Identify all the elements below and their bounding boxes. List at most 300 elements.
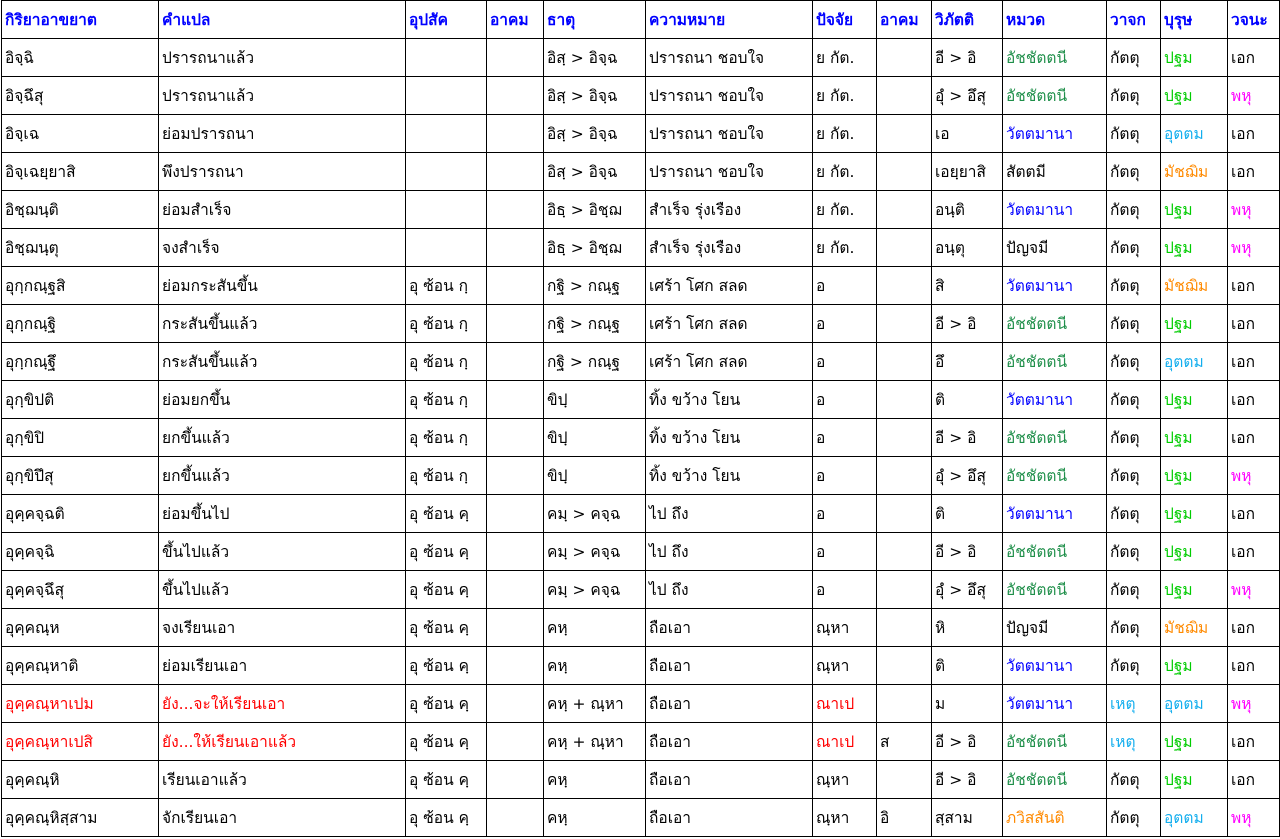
augment-2-cell [877, 153, 932, 191]
root-cell: ขิปฺ [544, 419, 646, 457]
person-cell: ปฐม [1161, 191, 1228, 229]
tense-group-cell: ปัญจมี [1003, 229, 1107, 267]
meaning-cell: ปรารถนา ชอบใจ [646, 115, 813, 153]
inflection-cell: อี > อิ [932, 39, 1003, 77]
suffix-cell: อ [813, 419, 877, 457]
meaning-cell: ถือเอา [646, 799, 813, 837]
augment-2-cell [877, 191, 932, 229]
col-header-inflection: วิภัตติ [932, 1, 1003, 39]
table-row [2, 571, 1280, 609]
voice-cell: กัตตุ [1107, 115, 1161, 153]
number-cell: พหุ [1228, 799, 1280, 837]
root-cell: อิสฺ > อิจฺฉ [544, 39, 646, 77]
translation-cell: ปรารถนาแล้ว [159, 39, 406, 77]
verb-cell: อุคฺคณฺหาเปสิ [2, 723, 159, 761]
number-cell: เอก [1228, 647, 1280, 685]
verb-cell: อุคฺคจฺฉึสุ [2, 571, 159, 609]
inflection-cell: อี > อิ [932, 305, 1003, 343]
meaning-cell: สำเร็จ รุ่งเรือง [646, 191, 813, 229]
augment-cell [487, 685, 544, 723]
inflection-cell: อุํ > อึสุ [932, 457, 1003, 495]
translation-cell: ปรารถนาแล้ว [159, 77, 406, 115]
augment-cell [487, 381, 544, 419]
augment-2-cell [877, 571, 932, 609]
verb-cell: อุคฺคณฺหิสฺสาม [2, 799, 159, 837]
inflection-cell: ม [932, 685, 1003, 723]
number-cell: เอก [1228, 115, 1280, 153]
prefix-cell [406, 229, 487, 267]
verb-cell: อุกฺขิปิ [2, 419, 159, 457]
meaning-cell: ไป ถึง [646, 571, 813, 609]
number-cell: เอก [1228, 381, 1280, 419]
person-cell: ปฐม [1161, 761, 1228, 799]
tense-group-cell: วัตตมานา [1003, 191, 1107, 229]
translation-cell: ย่อมปรารถนา [159, 115, 406, 153]
number-cell: เอก [1228, 419, 1280, 457]
table-row [2, 267, 1280, 305]
col-header-tense-group: หมวด [1003, 1, 1107, 39]
tense-group-cell: อัชชัตตนี [1003, 39, 1107, 77]
table-row [2, 761, 1280, 799]
verb-cell: อุคฺคณฺหาติ [2, 647, 159, 685]
person-cell: ปฐม [1161, 495, 1228, 533]
prefix-cell [406, 191, 487, 229]
conjugation-table [1, 0, 1280, 837]
meaning-cell: ปรารถนา ชอบใจ [646, 77, 813, 115]
suffix-cell: ณาเป [813, 723, 877, 761]
voice-cell: กัตตุ [1107, 419, 1161, 457]
person-cell: อุตตม [1161, 343, 1228, 381]
meaning-cell: ถือเอา [646, 647, 813, 685]
verb-cell: อุกฺขิปึสุ [2, 457, 159, 495]
prefix-cell: อุ ซ้อน กฺ [406, 457, 487, 495]
augment-cell [487, 533, 544, 571]
verb-cell: อุกฺขิปติ [2, 381, 159, 419]
col-header-number: วจนะ [1228, 1, 1280, 39]
suffix-cell: ย กัต. [813, 39, 877, 77]
translation-cell: พึงปรารถนา [159, 153, 406, 191]
root-cell: คหฺ [544, 761, 646, 799]
inflection-cell: ติ [932, 647, 1003, 685]
prefix-cell [406, 115, 487, 153]
tense-group-cell: อัชชัตตนี [1003, 343, 1107, 381]
meaning-cell: ถือเอา [646, 685, 813, 723]
col-header-prefix: อุปสัค [406, 1, 487, 39]
translation-cell: จักเรียนเอา [159, 799, 406, 837]
table-row [2, 609, 1280, 647]
suffix-cell: ณฺหา [813, 761, 877, 799]
augment-cell [487, 39, 544, 77]
augment-2-cell [877, 343, 932, 381]
prefix-cell: อุ ซ้อน กฺ [406, 343, 487, 381]
table-row [2, 153, 1280, 191]
verb-cell: อิจฺฉึสุ [2, 77, 159, 115]
prefix-cell: อุ ซ้อน คฺ [406, 571, 487, 609]
meaning-cell: เศร้า โศก สลด [646, 267, 813, 305]
augment-2-cell [877, 419, 932, 457]
prefix-cell: อุ ซ้อน กฺ [406, 267, 487, 305]
person-cell: อุตตม [1161, 799, 1228, 837]
meaning-cell: ปรารถนา ชอบใจ [646, 153, 813, 191]
col-header-augment: อาคม [487, 1, 544, 39]
root-cell: คหฺ [544, 799, 646, 837]
table-row [2, 305, 1280, 343]
person-cell: มัชฌิม [1161, 609, 1228, 647]
translation-cell: ย่อมสำเร็จ [159, 191, 406, 229]
table-row [2, 39, 1280, 77]
translation-cell: ย่อมเรียนเอา [159, 647, 406, 685]
number-cell: เอก [1228, 267, 1280, 305]
meaning-cell: ถือเอา [646, 609, 813, 647]
verb-cell: อิจฺเฉ [2, 115, 159, 153]
meaning-cell: เศร้า โศก สลด [646, 343, 813, 381]
table-row [2, 115, 1280, 153]
voice-cell: กัตตุ [1107, 305, 1161, 343]
table-row [2, 457, 1280, 495]
augment-2-cell [877, 305, 932, 343]
verb-cell: อุคฺคจฺฉิ [2, 533, 159, 571]
number-cell: พหุ [1228, 229, 1280, 267]
verb-cell: อิจฺฉิ [2, 39, 159, 77]
voice-cell: กัตตุ [1107, 799, 1161, 837]
verb-cell: อิชฺฌนฺติ [2, 191, 159, 229]
inflection-cell: หิ [932, 609, 1003, 647]
prefix-cell: อุ ซ้อน คฺ [406, 799, 487, 837]
augment-cell [487, 761, 544, 799]
voice-cell: กัตตุ [1107, 229, 1161, 267]
person-cell: ปฐม [1161, 77, 1228, 115]
augment-2-cell [877, 267, 932, 305]
translation-cell: ยัง...ให้เรียนเอาแล้ว [159, 723, 406, 761]
translation-cell: ย่อมยกขึ้น [159, 381, 406, 419]
voice-cell: เหตุ [1107, 685, 1161, 723]
inflection-cell: อี > อิ [932, 419, 1003, 457]
verb-cell: อุกฺกณฺฐสิ [2, 267, 159, 305]
prefix-cell: อุ ซ้อน กฺ [406, 305, 487, 343]
prefix-cell: อุ ซ้อน กฺ [406, 419, 487, 457]
col-header-voice: วาจก [1107, 1, 1161, 39]
augment-cell [487, 191, 544, 229]
tense-group-cell: ปัญจมี [1003, 609, 1107, 647]
number-cell: เอก [1228, 495, 1280, 533]
translation-cell: ย่อมขึ้นไป [159, 495, 406, 533]
col-header-translation: คำแปล [159, 1, 406, 39]
verb-cell: อุคฺคณฺหาเปม [2, 685, 159, 723]
tense-group-cell: อัชชัตตนี [1003, 419, 1107, 457]
voice-cell: กัตตุ [1107, 495, 1161, 533]
augment-cell [487, 115, 544, 153]
suffix-cell: อ [813, 267, 877, 305]
meaning-cell: ทิ้ง ขว้าง โยน [646, 419, 813, 457]
augment-2-cell [877, 495, 932, 533]
prefix-cell: อุ ซ้อน คฺ [406, 609, 487, 647]
inflection-cell: อุํ > อึสุ [932, 77, 1003, 115]
root-cell: อิสฺ > อิจฺฉ [544, 77, 646, 115]
number-cell: พหุ [1228, 685, 1280, 723]
table-row [2, 229, 1280, 267]
prefix-cell: อุ ซ้อน คฺ [406, 723, 487, 761]
suffix-cell: ย กัต. [813, 153, 877, 191]
person-cell: ปฐม [1161, 381, 1228, 419]
augment-cell [487, 609, 544, 647]
table-row [2, 77, 1280, 115]
voice-cell: กัตตุ [1107, 571, 1161, 609]
suffix-cell: ณฺหา [813, 799, 877, 837]
table-row [2, 799, 1280, 837]
augment-cell [487, 799, 544, 837]
col-header-verb: กิริยาอาขยาต [2, 1, 159, 39]
suffix-cell: อ [813, 571, 877, 609]
augment-2-cell [877, 229, 932, 267]
prefix-cell: อุ ซ้อน กฺ [406, 381, 487, 419]
augment-2-cell: ส [877, 723, 932, 761]
col-header-augment-2: อาคม [877, 1, 932, 39]
voice-cell: กัตตุ [1107, 381, 1161, 419]
root-cell: อิธฺ > อิชฺฌ [544, 229, 646, 267]
augment-cell [487, 153, 544, 191]
augment-cell [487, 343, 544, 381]
voice-cell: กัตตุ [1107, 39, 1161, 77]
number-cell: เอก [1228, 343, 1280, 381]
voice-cell: กัตตุ [1107, 457, 1161, 495]
suffix-cell: อ [813, 343, 877, 381]
augment-cell [487, 495, 544, 533]
table-row [2, 533, 1280, 571]
person-cell: ปฐม [1161, 571, 1228, 609]
suffix-cell: อ [813, 457, 877, 495]
verb-cell: อิจฺเฉยฺยาสิ [2, 153, 159, 191]
root-cell: คหฺ + ณฺหา [544, 685, 646, 723]
col-header-suffix: ปัจจัย [813, 1, 877, 39]
meaning-cell: สำเร็จ รุ่งเรือง [646, 229, 813, 267]
prefix-cell [406, 77, 487, 115]
augment-2-cell [877, 115, 932, 153]
table-row [2, 343, 1280, 381]
translation-cell: เรียนเอาแล้ว [159, 761, 406, 799]
suffix-cell: อ [813, 381, 877, 419]
meaning-cell: ทิ้ง ขว้าง โยน [646, 457, 813, 495]
root-cell: คมฺ > คจฺฉ [544, 533, 646, 571]
voice-cell: กัตตุ [1107, 533, 1161, 571]
tense-group-cell: วัตตมานา [1003, 115, 1107, 153]
suffix-cell: ณาเป [813, 685, 877, 723]
person-cell: ปฐม [1161, 533, 1228, 571]
tense-group-cell: ภวิสสันติ [1003, 799, 1107, 837]
prefix-cell: อุ ซ้อน คฺ [406, 533, 487, 571]
meaning-cell: ถือเอา [646, 723, 813, 761]
voice-cell: กัตตุ [1107, 761, 1161, 799]
person-cell: ปฐม [1161, 419, 1228, 457]
translation-cell: จงเรียนเอา [159, 609, 406, 647]
translation-cell: ยกขึ้นแล้ว [159, 457, 406, 495]
meaning-cell: ไป ถึง [646, 495, 813, 533]
augment-cell [487, 77, 544, 115]
meaning-cell: ปรารถนา ชอบใจ [646, 39, 813, 77]
number-cell: เอก [1228, 609, 1280, 647]
person-cell: ปฐม [1161, 39, 1228, 77]
tense-group-cell: อัชชัตตนี [1003, 305, 1107, 343]
augment-cell [487, 457, 544, 495]
voice-cell: กัตตุ [1107, 609, 1161, 647]
voice-cell: กัตตุ [1107, 343, 1161, 381]
inflection-cell: อุํ > อึสุ [932, 571, 1003, 609]
translation-cell: ย่อมกระสันขึ้น [159, 267, 406, 305]
number-cell: พหุ [1228, 457, 1280, 495]
tense-group-cell: อัชชัตตนี [1003, 723, 1107, 761]
augment-cell [487, 229, 544, 267]
number-cell: พหุ [1228, 77, 1280, 115]
suffix-cell: ย กัต. [813, 191, 877, 229]
translation-cell: ขึ้นไปแล้ว [159, 533, 406, 571]
augment-2-cell [877, 609, 932, 647]
table-row [2, 191, 1280, 229]
suffix-cell: อ [813, 495, 877, 533]
translation-cell: กระสันขึ้นแล้ว [159, 305, 406, 343]
voice-cell: กัตตุ [1107, 77, 1161, 115]
root-cell: คหฺ [544, 647, 646, 685]
inflection-cell: ติ [932, 381, 1003, 419]
voice-cell: กัตตุ [1107, 267, 1161, 305]
person-cell: อุตตม [1161, 115, 1228, 153]
prefix-cell: อุ ซ้อน คฺ [406, 761, 487, 799]
translation-cell: ยกขึ้นแล้ว [159, 419, 406, 457]
person-cell: ปฐม [1161, 229, 1228, 267]
person-cell: มัชฌิม [1161, 153, 1228, 191]
inflection-cell: อี > อิ [932, 533, 1003, 571]
inflection-cell: เอ [932, 115, 1003, 153]
meaning-cell: ทิ้ง ขว้าง โยน [646, 381, 813, 419]
number-cell: เอก [1228, 39, 1280, 77]
inflection-cell: ติ [932, 495, 1003, 533]
table-row [2, 647, 1280, 685]
augment-2-cell [877, 381, 932, 419]
table-row [2, 381, 1280, 419]
tense-group-cell: วัตตมานา [1003, 647, 1107, 685]
col-header-person: บุรุษ [1161, 1, 1228, 39]
suffix-cell: อ [813, 533, 877, 571]
suffix-cell: ณฺหา [813, 609, 877, 647]
person-cell: อุตตม [1161, 685, 1228, 723]
meaning-cell: เศร้า โศก สลด [646, 305, 813, 343]
voice-cell: กัตตุ [1107, 191, 1161, 229]
verb-cell: อุคฺคณฺห [2, 609, 159, 647]
prefix-cell [406, 153, 487, 191]
tense-group-cell: อัชชัตตนี [1003, 457, 1107, 495]
translation-cell: จงสำเร็จ [159, 229, 406, 267]
translation-cell: ขึ้นไปแล้ว [159, 571, 406, 609]
augment-cell [487, 419, 544, 457]
tense-group-cell: วัตตมานา [1003, 267, 1107, 305]
augment-cell [487, 571, 544, 609]
verb-cell: อุกฺกณฺฐึ [2, 343, 159, 381]
translation-cell: ยัง...จะให้เรียนเอา [159, 685, 406, 723]
meaning-cell: ถือเอา [646, 761, 813, 799]
root-cell: ขิปฺ [544, 381, 646, 419]
tense-group-cell: วัตตมานา [1003, 381, 1107, 419]
header-row [2, 1, 1280, 39]
suffix-cell: ย กัต. [813, 115, 877, 153]
prefix-cell: อุ ซ้อน คฺ [406, 495, 487, 533]
augment-cell [487, 305, 544, 343]
suffix-cell: ณฺหา [813, 647, 877, 685]
number-cell: เอก [1228, 533, 1280, 571]
table-row [2, 419, 1280, 457]
root-cell: คมฺ > คจฺฉ [544, 495, 646, 533]
suffix-cell: ย กัต. [813, 229, 877, 267]
inflection-cell: อึ [932, 343, 1003, 381]
meaning-cell: ไป ถึง [646, 533, 813, 571]
verb-cell: อุคฺคจฺฉติ [2, 495, 159, 533]
prefix-cell: อุ ซ้อน คฺ [406, 685, 487, 723]
tense-group-cell: สัตตมี [1003, 153, 1107, 191]
inflection-cell: สิ [932, 267, 1003, 305]
voice-cell: กัตตุ [1107, 647, 1161, 685]
inflection-cell: อี > อิ [932, 723, 1003, 761]
tense-group-cell: อัชชัตตนี [1003, 77, 1107, 115]
augment-2-cell [877, 533, 932, 571]
augment-2-cell [877, 77, 932, 115]
person-cell: ปฐม [1161, 457, 1228, 495]
person-cell: ปฐม [1161, 647, 1228, 685]
root-cell: กฐิ > กณฺฐ [544, 305, 646, 343]
table-row [2, 495, 1280, 533]
number-cell: เอก [1228, 723, 1280, 761]
tense-group-cell: อัชชัตตนี [1003, 533, 1107, 571]
col-header-meaning: ความหมาย [646, 1, 813, 39]
root-cell: กฐิ > กณฺฐ [544, 267, 646, 305]
tense-group-cell: อัชชัตตนี [1003, 761, 1107, 799]
augment-2-cell: อิ [877, 799, 932, 837]
inflection-cell: อนฺตุ [932, 229, 1003, 267]
augment-cell [487, 267, 544, 305]
augment-2-cell [877, 39, 932, 77]
table-row [2, 685, 1280, 723]
augment-cell [487, 647, 544, 685]
table-body [2, 39, 1280, 837]
person-cell: ปฐม [1161, 723, 1228, 761]
voice-cell: กัตตุ [1107, 153, 1161, 191]
number-cell: เอก [1228, 305, 1280, 343]
number-cell: เอก [1228, 153, 1280, 191]
root-cell: อิสฺ > อิจฺฉ [544, 153, 646, 191]
table-row [2, 723, 1280, 761]
verb-cell: อุคฺคณฺหิ [2, 761, 159, 799]
root-cell: อิธฺ > อิชฺฌ [544, 191, 646, 229]
augment-2-cell [877, 685, 932, 723]
augment-cell [487, 723, 544, 761]
augment-2-cell [877, 457, 932, 495]
person-cell: มัชฌิม [1161, 267, 1228, 305]
root-cell: ขิปฺ [544, 457, 646, 495]
augment-2-cell [877, 647, 932, 685]
verb-cell: อุกฺกณฺฐิ [2, 305, 159, 343]
inflection-cell: เอยฺยาสิ [932, 153, 1003, 191]
tense-group-cell: อัชชัตตนี [1003, 571, 1107, 609]
tense-group-cell: วัตตมานา [1003, 685, 1107, 723]
prefix-cell [406, 39, 487, 77]
root-cell: กฐิ > กณฺฐ [544, 343, 646, 381]
root-cell: อิสฺ > อิจฺฉ [544, 115, 646, 153]
verb-cell: อิชฺฌนฺตุ [2, 229, 159, 267]
inflection-cell: สฺสาม [932, 799, 1003, 837]
inflection-cell: อี > อิ [932, 761, 1003, 799]
root-cell: คมฺ > คจฺฉ [544, 571, 646, 609]
number-cell: พหุ [1228, 571, 1280, 609]
voice-cell: เหตุ [1107, 723, 1161, 761]
augment-2-cell [877, 761, 932, 799]
inflection-cell: อนฺติ [932, 191, 1003, 229]
number-cell: พหุ [1228, 191, 1280, 229]
